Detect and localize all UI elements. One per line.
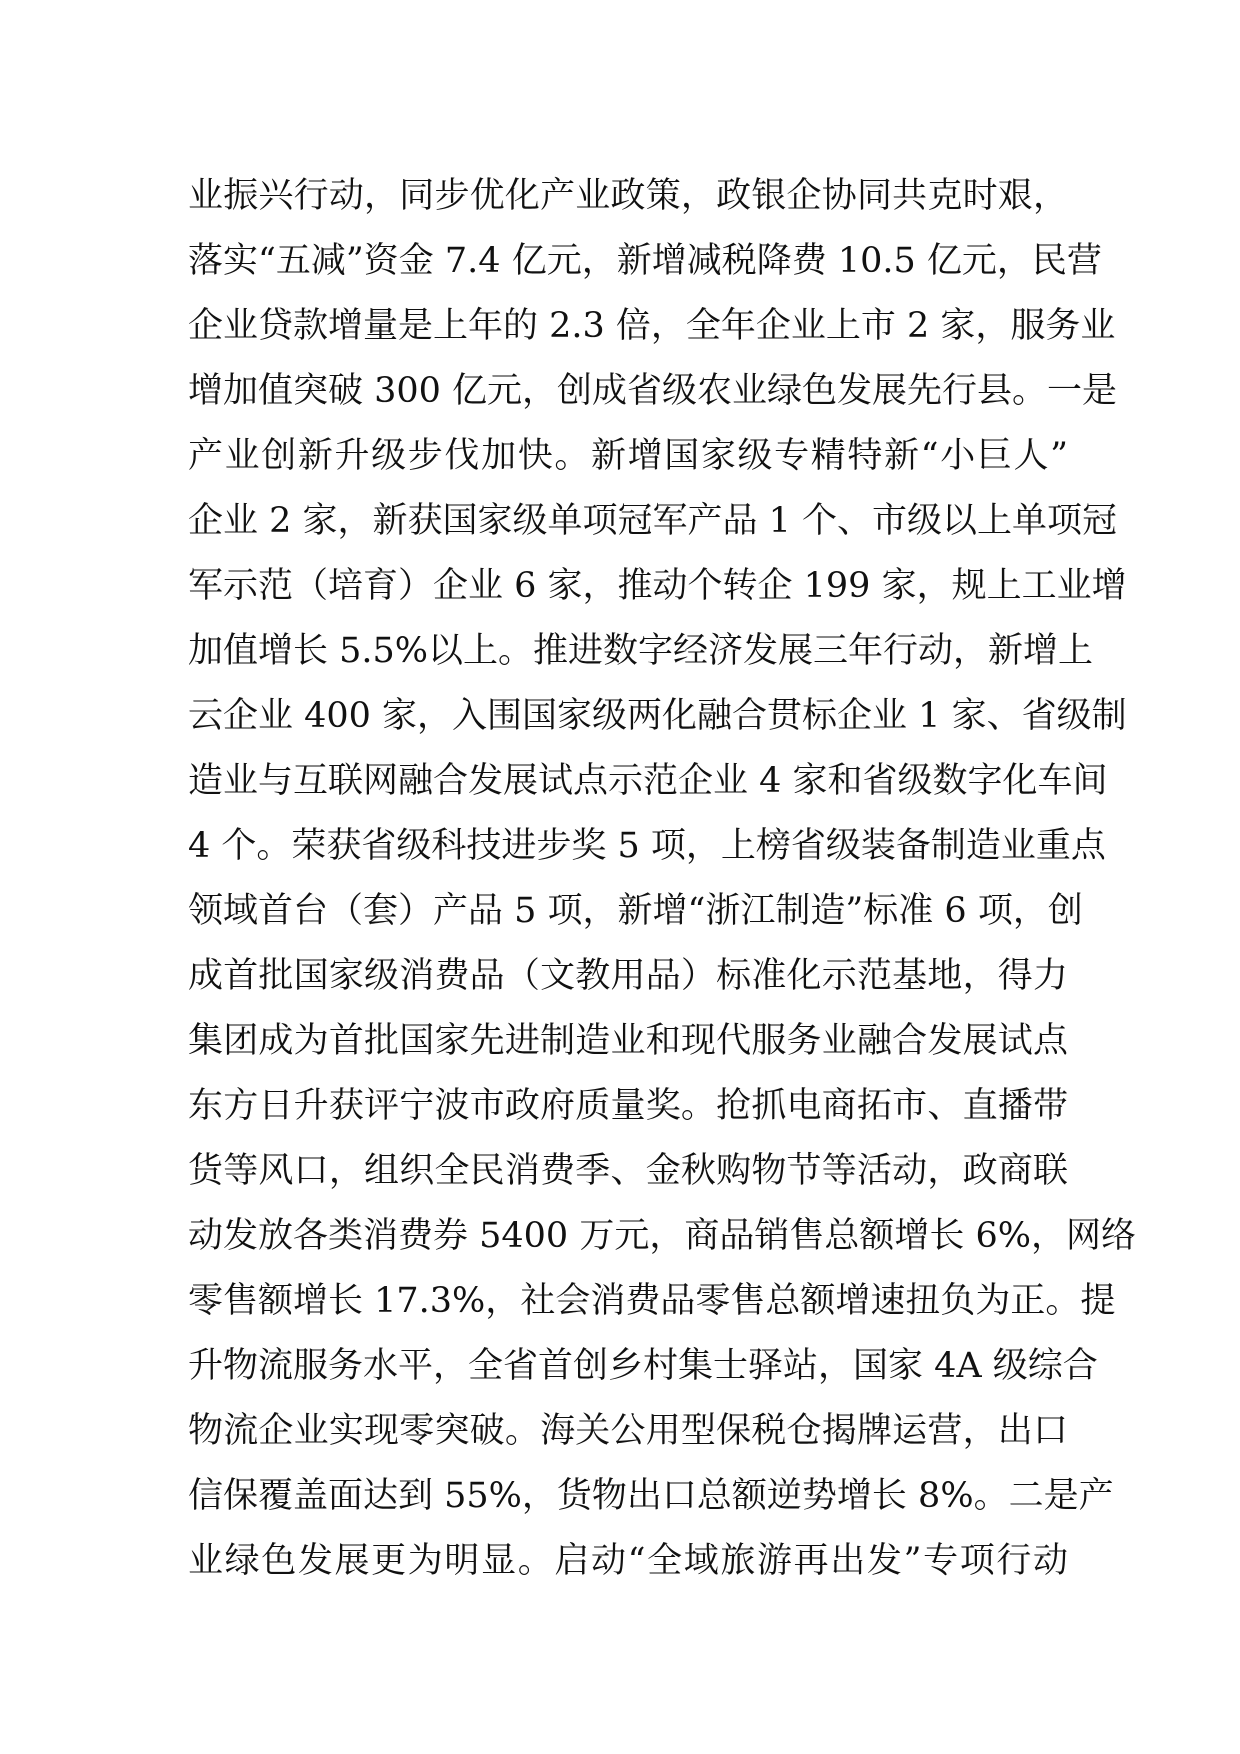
- text-line: 业振兴行动，同步优化产业政策，政银企协同共克时艰，: [188, 176, 1068, 216]
- text-line: 加值增长 5.5%以上。推进数字经济发展三年行动，新增上: [188, 631, 1094, 671]
- text-line: 成首批国家级消费品（文教用品）标准化示范基地，得力: [188, 956, 1068, 996]
- text-line: 集团成为首批国家先进制造业和现代服务业融合发展试点: [188, 1021, 1068, 1061]
- text-line: 军示范（培育）企业 6 家，推动个转企 199 家，规上工业增: [188, 566, 1127, 606]
- text-line: 产业创新升级步伐加快。新增国家级专精特新“小巨人”: [188, 436, 1068, 476]
- text-line: 4 个。荣获省级科技进步奖 5 项，上榜省级装备制造业重点: [188, 826, 1106, 866]
- text-line: 货等风口，组织全民消费季、金秋购物节等活动，政商联: [188, 1151, 1068, 1191]
- text-line: 物流企业实现零突破。海关公用型保税仓揭牌运营，出口: [188, 1411, 1068, 1451]
- text-line: 升物流服务水平，全省首创乡村集士驿站，国家 4A 级综合: [188, 1346, 1098, 1386]
- text-line: 落实“五减”资金 7.4 亿元，新增减税降费 10.5 亿元，民营: [188, 241, 1102, 281]
- text-line: 企业 2 家，新获国家级单项冠军产品 1 个、市级以上单项冠: [188, 501, 1118, 541]
- text-line: 零售额增长 17.3%，社会消费品零售总额增速扭负为正。提: [188, 1281, 1116, 1321]
- body-text: [188, 164, 1136, 1594]
- text-line: 领域首台（套）产品 5 项，新增“浙江制造”标准 6 项，创: [188, 891, 1083, 931]
- text-line: 企业贷款增量是上年的 2.3 倍，全年企业上市 2 家，服务业: [188, 306, 1116, 346]
- text-line: 东方日升获评宁波市政府质量奖。抢抓电商拓市、直播带: [188, 1086, 1068, 1126]
- text-line: 业绿色发展更为明显。启动“全域旅游再出发”专项行动: [188, 1541, 1068, 1581]
- text-line: 造业与互联网融合发展试点示范企业 4 家和省级数字化车间: [188, 761, 1108, 801]
- text-line: 信保覆盖面达到 55%，货物出口总额逆势增长 8%。二是产: [188, 1476, 1114, 1516]
- text-line: 增加值突破 300 亿元，创成省级农业绿色发展先行县。一是: [188, 371, 1118, 411]
- text-line: 云企业 400 家，入围国家级两化融合贯标企业 1 家、省级制: [188, 696, 1127, 736]
- text-line: 动发放各类消费券 5400 万元，商品销售总额增长 6%，网络: [188, 1216, 1136, 1256]
